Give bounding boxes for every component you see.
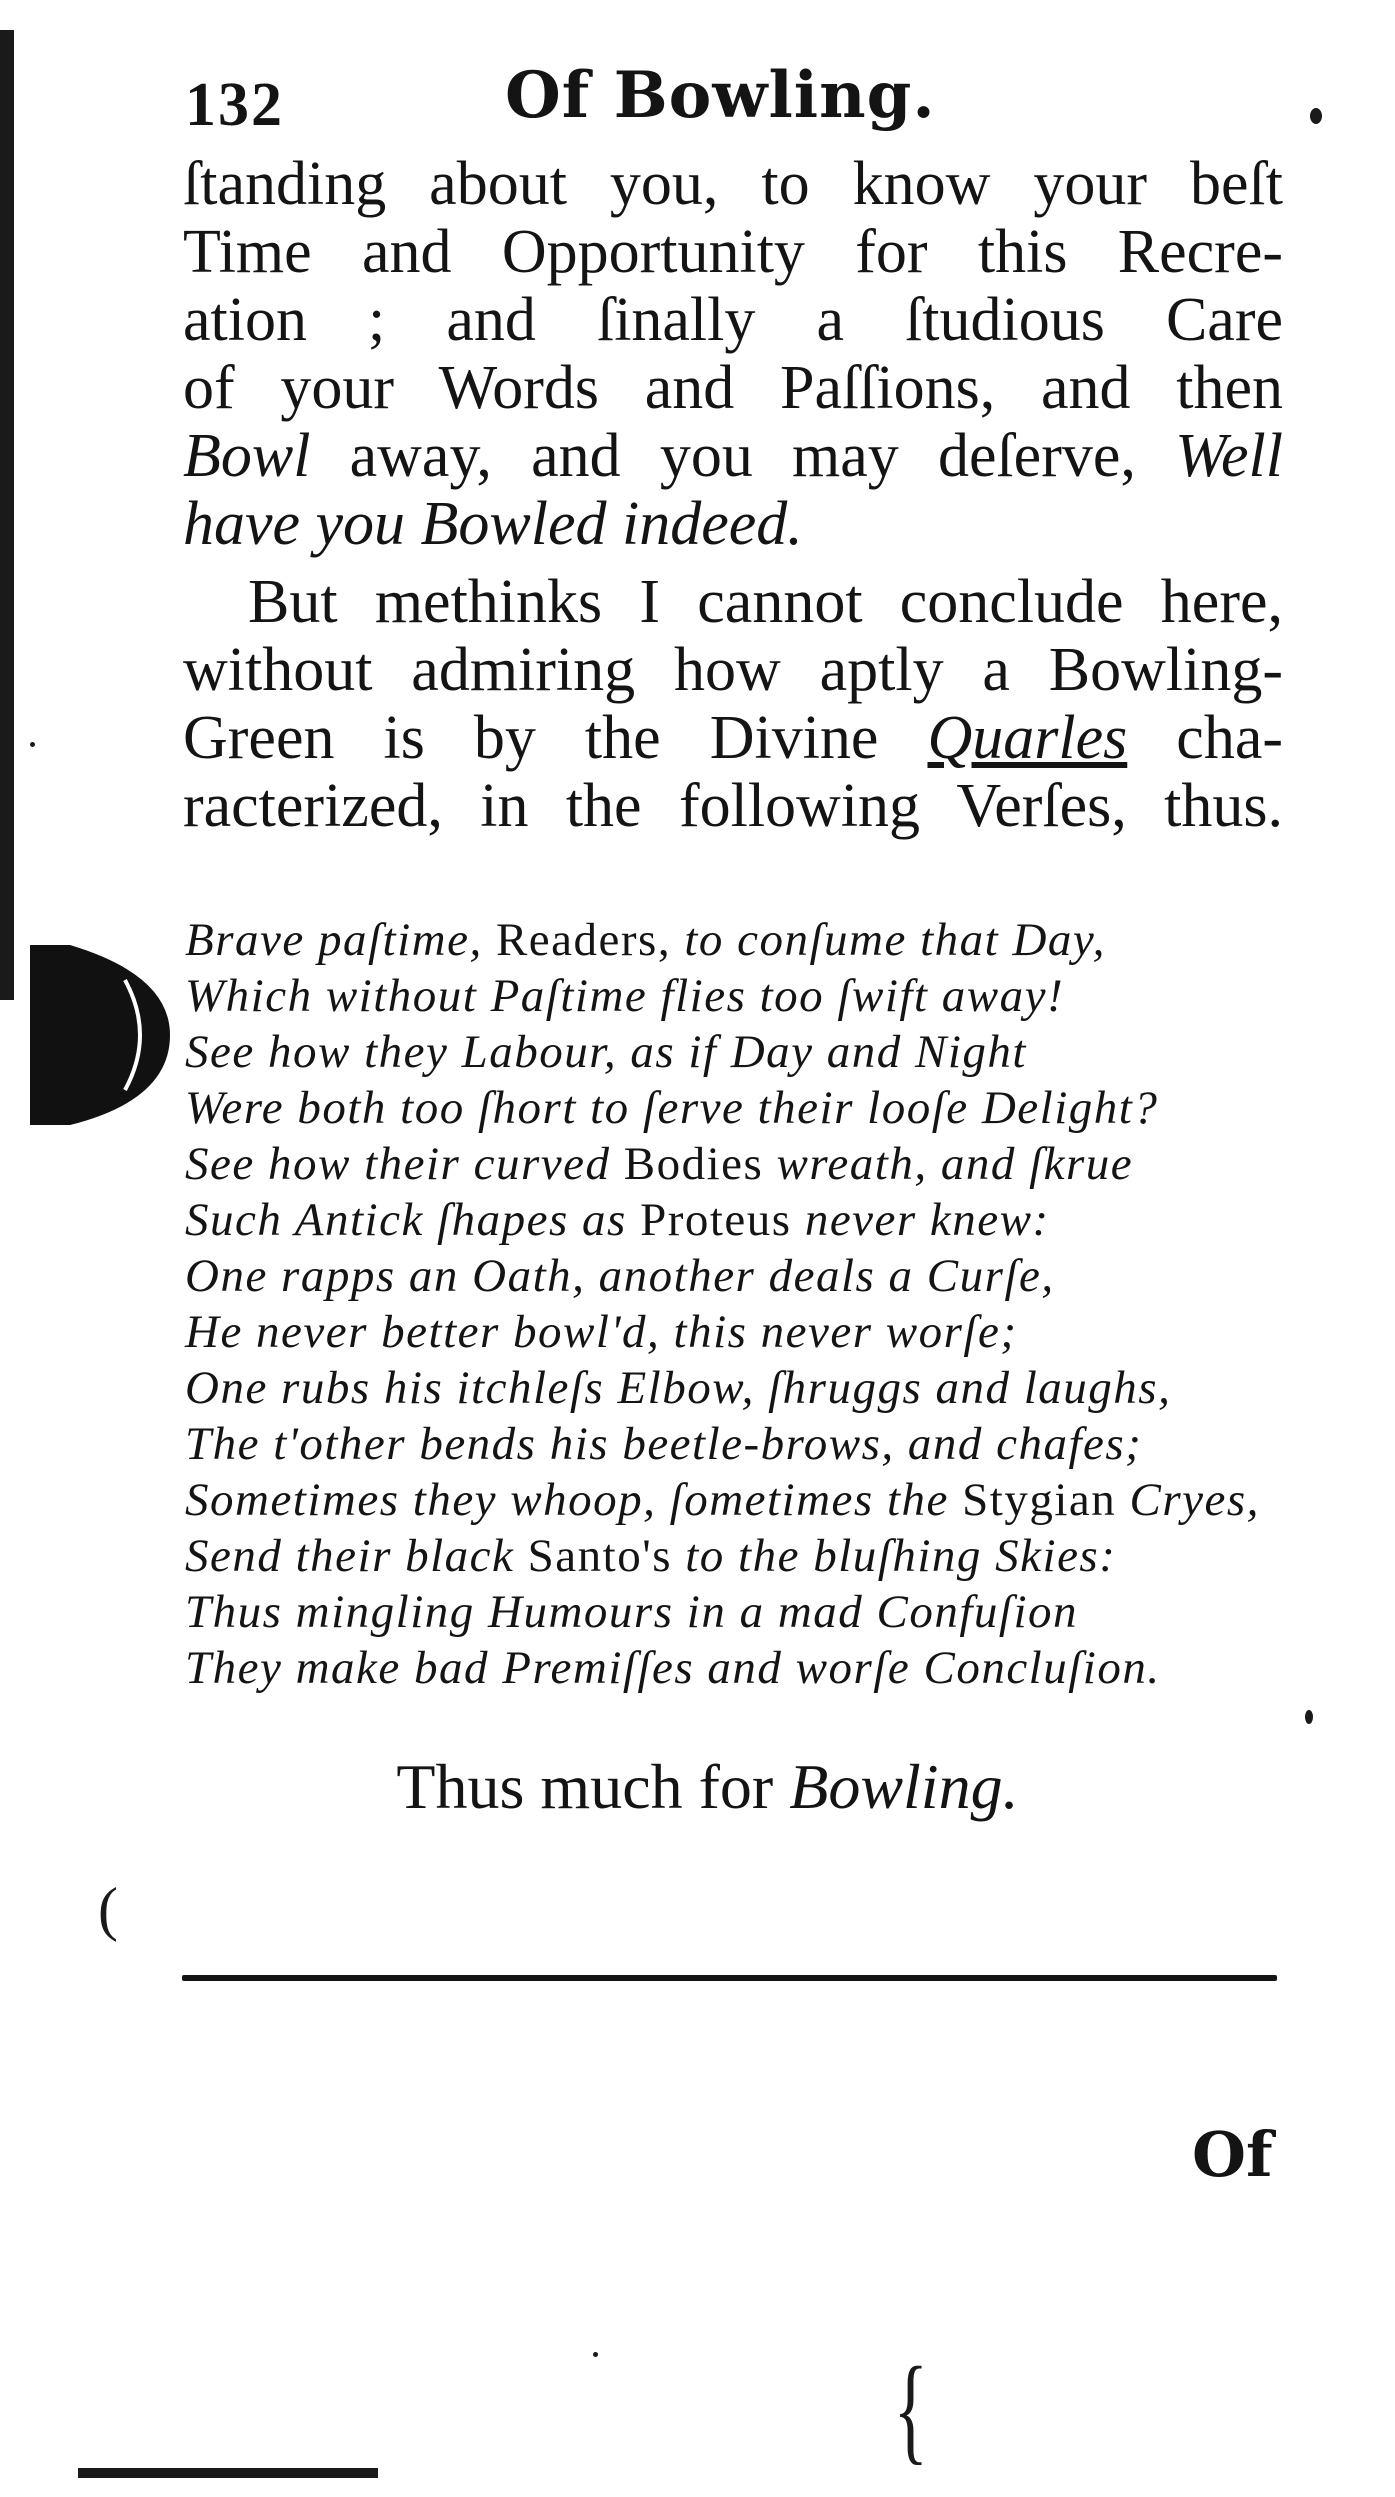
- page-number: 132: [185, 71, 284, 139]
- text-run: Green is by the Divine: [183, 704, 928, 772]
- verse-run: to the bluſhing Skies:: [672, 1530, 1117, 1582]
- ink-speck: [593, 2352, 598, 2357]
- italic-word: Well: [1175, 422, 1283, 490]
- verse-run: Bodies: [623, 1138, 764, 1190]
- verse-run: wreath, and ſkrue: [763, 1138, 1134, 1190]
- verse-line: The t'other bends his beetle-brows, and chafes;: [185, 1418, 1143, 1470]
- verse-run: Santo's: [527, 1530, 672, 1582]
- closing-text: Thus much for: [396, 1751, 790, 1822]
- verse-run: Brave paſtime,: [185, 914, 496, 966]
- verse-line: One rapps an Oath, another deals a Curſe,: [185, 1250, 1055, 1302]
- section-divider: [182, 1975, 1277, 1981]
- italic-word: Quarles: [927, 704, 1128, 772]
- text-line: ation ; and ſinally a ſtudious Care: [183, 286, 1283, 354]
- ink-stroke-mark: (: [98, 1876, 118, 1942]
- verse-line: Which without Paſtime flies too ſwift away!: [185, 970, 1065, 1022]
- verse-line: Thus mingling Humours in a mad Confuſion: [185, 1586, 1079, 1638]
- verse-line: [185, 1472, 1305, 1528]
- verse-line: [185, 1528, 1305, 1584]
- text-line: Time and Opportunity for this Recre-: [183, 218, 1283, 286]
- closing-italic-word: Bowling.: [789, 1751, 1019, 1822]
- italic-word: Bowl: [183, 422, 311, 490]
- verse-line: See how they Labour, as if Day and Night: [185, 1026, 1027, 1078]
- verse-line: Were both too ſhort to ſerve their looſe Delight?: [185, 1082, 1159, 1134]
- decorative-initial-d-icon: [30, 935, 170, 1135]
- closing-line: [0, 1750, 1395, 1824]
- verse-block: [185, 912, 1305, 1696]
- text-line: ſtanding about you, to know your beſt: [183, 150, 1283, 218]
- text-line: without admiring how aptly a Bowling-: [183, 636, 1283, 704]
- ink-speck: [30, 742, 35, 747]
- text-run: away, and you may deſerve,: [310, 422, 1176, 490]
- text-line: [183, 704, 1283, 772]
- text-line: But methinks I cannot conclude here,: [248, 568, 1283, 636]
- text-line: have you Bowled indeed.: [183, 490, 803, 558]
- verse-run: See how their curved: [185, 1138, 624, 1190]
- ink-stroke-mark: {: [893, 2342, 929, 2475]
- verse-line: They make bad Premiſſes and worſe Concluſion.: [185, 1642, 1161, 1694]
- verse-run: Sometimes they whoop, ſometimes the: [185, 1474, 963, 1526]
- text-line: of your Words and Paſſions, and then: [183, 354, 1283, 422]
- running-head: [185, 58, 1295, 148]
- verse-run: Cryes,: [1116, 1474, 1260, 1526]
- text-run: cha-: [1127, 704, 1283, 772]
- verse-run: Stygian: [962, 1474, 1117, 1526]
- verse-line: He never better bowl'd, this never worſe;: [185, 1306, 1018, 1358]
- verse-line: One rubs his itchleſs Elbow, ſhruggs and laughs,: [185, 1362, 1172, 1414]
- verse-line: [185, 1136, 1305, 1192]
- catchword: Of: [1192, 2118, 1273, 2191]
- bottom-scan-edge: [78, 2468, 378, 2478]
- verse-run: Send their black: [185, 1530, 528, 1582]
- verse-line: [185, 1192, 1305, 1248]
- verse-run: to conſume that Day,: [671, 914, 1106, 966]
- running-title: Of Bowling.: [505, 58, 936, 133]
- text-line: [183, 422, 1283, 490]
- verse-run: Such Antick ſhapes as: [185, 1194, 641, 1246]
- text-line: racterized, in the following Verſes, thus.: [183, 772, 1283, 840]
- verse-run: Proteus: [640, 1194, 792, 1246]
- ink-speck: [1305, 1710, 1313, 1724]
- body-text: [183, 150, 1283, 840]
- verse-line: [185, 912, 1305, 968]
- verse-run: never knew:: [791, 1194, 1050, 1246]
- ink-speck: [1310, 108, 1322, 124]
- left-scan-edge: [0, 30, 14, 1000]
- verse-run: Readers,: [495, 914, 672, 966]
